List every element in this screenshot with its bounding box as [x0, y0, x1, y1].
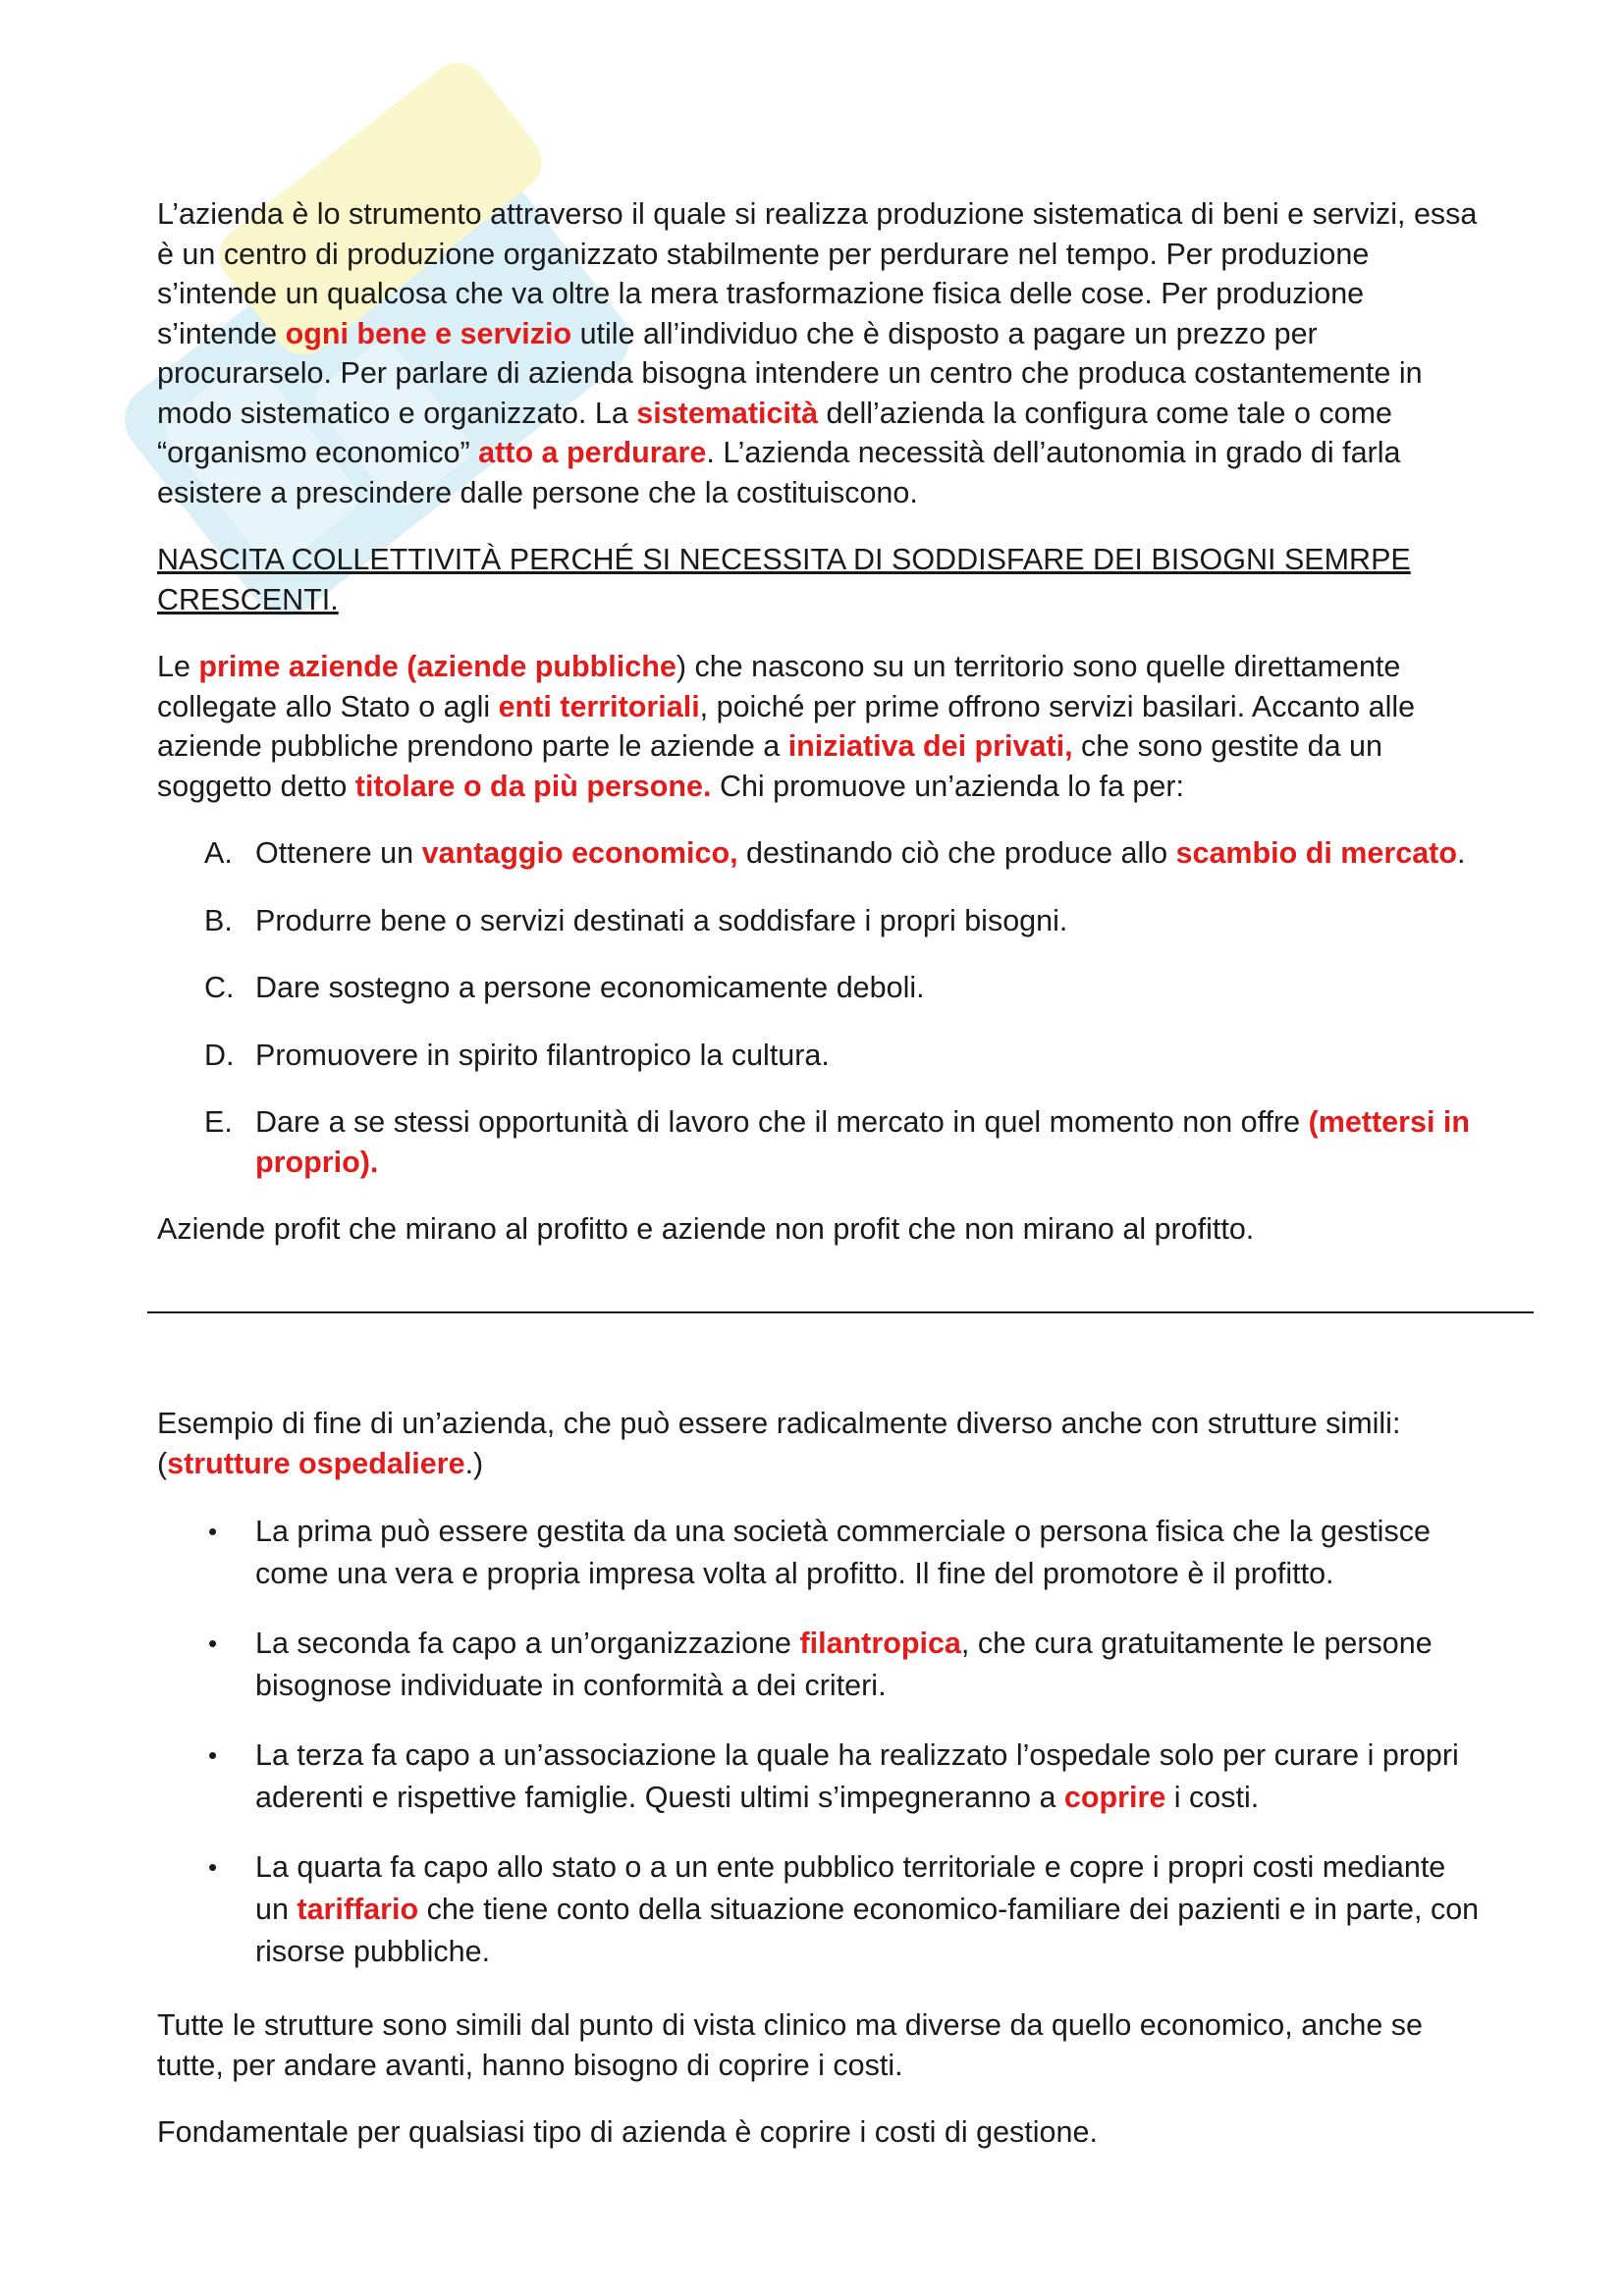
- final-paragraph: Fondamentale per qualsiasi tipo di azienda è coprire i costi di gestione.: [157, 2115, 1098, 2149]
- text-run: La prima può essere gestita da una società commerciale o persona fisica che la gestisce come una vera e propria impresa volta al profitto. Il fine del promotore è il profitto.: [255, 1515, 1431, 1590]
- document-body: [157, 194, 1483, 2149]
- horizontal-divider: [147, 1311, 1534, 1313]
- text-run: . L’azienda necessità dell’autonomia in grado di farla esistere a prescindere dalle persone che la costituiscono.: [157, 436, 1401, 509]
- text-run: Promuovere in spirito filantropico la cultura.: [255, 1038, 830, 1072]
- list-item: [157, 1102, 1483, 1182]
- list-marker: E.: [204, 1105, 233, 1139]
- bullet-icon: •: [208, 1629, 218, 1658]
- list-marker: B.: [204, 903, 233, 937]
- text-run: ) che nascono su un territorio sono quelle direttamente collegate allo Stato o agli: [157, 650, 1401, 723]
- highlight-text: strutture ospedaliere: [167, 1446, 465, 1480]
- list-item: [157, 901, 1483, 941]
- highlight-text: enti territoriali: [498, 689, 700, 723]
- text-run: Chi promuove un’azienda lo fa per:: [711, 769, 1184, 803]
- highlight-text: titolare o da più persone.: [354, 769, 712, 803]
- text-run: Dare a se stessi opportunità di lavoro che il mercato in quel momento non offre: [255, 1105, 1309, 1139]
- text-run: Ottenere un: [255, 836, 422, 870]
- text-run: Le: [157, 650, 199, 683]
- highlight-text: atto a perdurare: [478, 436, 707, 469]
- text-run: i costi.: [1165, 1781, 1260, 1814]
- profit-paragraph: Aziende profit che mirano al profitto e aziende non profit che non mirano al profitto.: [157, 1212, 1255, 1246]
- text-run: Dare sostegno a persone economicamente deboli.: [255, 971, 925, 1004]
- list-marker: A.: [204, 836, 233, 870]
- list-item: [157, 1623, 1483, 1707]
- list-item: [157, 833, 1483, 874]
- hospital-examples-list: [157, 1511, 1483, 1973]
- section-heading: NASCITA COLLETTIVITÀ PERCHÉ SI NECESSITA DI SODDISFARE DEI BISOGNI SEMRPE CRESCENTI.: [157, 543, 1411, 616]
- highlight-text: iniziativa dei privati,: [787, 729, 1073, 763]
- text-run: Esempio di fine di un’azienda, che può essere radicalmente diverso anche con strutture simili: (: [157, 1407, 1401, 1480]
- highlight-text: filantropica: [799, 1627, 961, 1660]
- list-item: [157, 1846, 1483, 1973]
- purposes-list: [157, 833, 1483, 1182]
- text-run: che sono gestite da un soggetto detto: [157, 729, 1382, 803]
- text-run: dell’azienda la configura come tale o come “organismo economico”: [157, 396, 1392, 469]
- list-item: [157, 1036, 1483, 1076]
- list-item: [157, 1511, 1483, 1595]
- highlight-text: ogni bene e servizio: [285, 316, 572, 350]
- highlight-text: sistematicità: [636, 396, 819, 430]
- highlight-text: vantaggio economico,: [421, 836, 738, 870]
- public-companies-paragraph: [157, 647, 1483, 806]
- text-run: L’azienda è lo strumento attraverso il quale si realizza produzione sistematica di beni e servizi, essa è un centro di produzione organizzato stabilmente per perdurare nel tempo. Per produzione s’intende un qualcosa che va oltre la mera trasformazione fisica delle cose. Per produzione s’intende: [157, 197, 1478, 350]
- highlight-text: scambio di mercato: [1175, 836, 1457, 870]
- list-item: [157, 1735, 1483, 1819]
- list-marker: C.: [204, 971, 235, 1004]
- conclusion-paragraph: Tutte le strutture sono simili dal punto di vista clinico ma diverse da quello economico, anche se tutte, per andare avanti, hanno bisogno di coprire i costi.: [157, 2008, 1423, 2082]
- list-marker: D.: [204, 1038, 235, 1072]
- bullet-icon: •: [208, 1852, 218, 1882]
- highlight-text: tariffario: [297, 1893, 419, 1926]
- intro-paragraph: [157, 194, 1483, 512]
- example-paragraph: [157, 1404, 1483, 1483]
- list-item: [157, 968, 1483, 1008]
- bullet-icon: •: [208, 1517, 218, 1546]
- text-run: che tiene conto della situazione economico-familiare dei pazienti e in parte, con risorse pubbliche.: [255, 1893, 1480, 1968]
- text-run: Produrre bene o servizi destinati a soddisfare i propri bisogni.: [255, 903, 1068, 937]
- text-run: .: [1456, 836, 1466, 870]
- text-run: utile all’individuo che è disposto a pagare un prezzo per procurarselo. Per parlare di azienda bisogna intendere un centro che produca costantemente in modo sistematico e organizzato. La: [157, 316, 1423, 430]
- text-run: La seconda fa capo a un’organizzazione: [255, 1627, 800, 1660]
- highlight-text: (mettersi in proprio).: [255, 1105, 1470, 1179]
- text-run: destinando ciò che produce allo: [737, 836, 1176, 870]
- text-run: La terza fa capo a un’associazione la quale ha realizzato l’ospedale solo per curare i propri aderenti e rispettive famiglie. Questi ultimi s’impegneranno a: [255, 1738, 1459, 1814]
- highlight-text: prime aziende (aziende pubbliche: [198, 650, 676, 683]
- text-run: .): [464, 1446, 484, 1480]
- highlight-text: coprire: [1063, 1781, 1166, 1814]
- bullet-icon: •: [208, 1740, 218, 1770]
- text-run: , che cura gratuitamente le persone bisognose individuate in conformità a dei criteri.: [255, 1627, 1433, 1702]
- text-run: , poiché per prime offrono servizi basilari. Accanto alle aziende pubbliche prendono parte le aziende a: [157, 689, 1416, 763]
- text-run: La quarta fa capo allo stato o a un ente pubblico territoriale e copre i propri costi mediante un: [255, 1850, 1446, 1926]
